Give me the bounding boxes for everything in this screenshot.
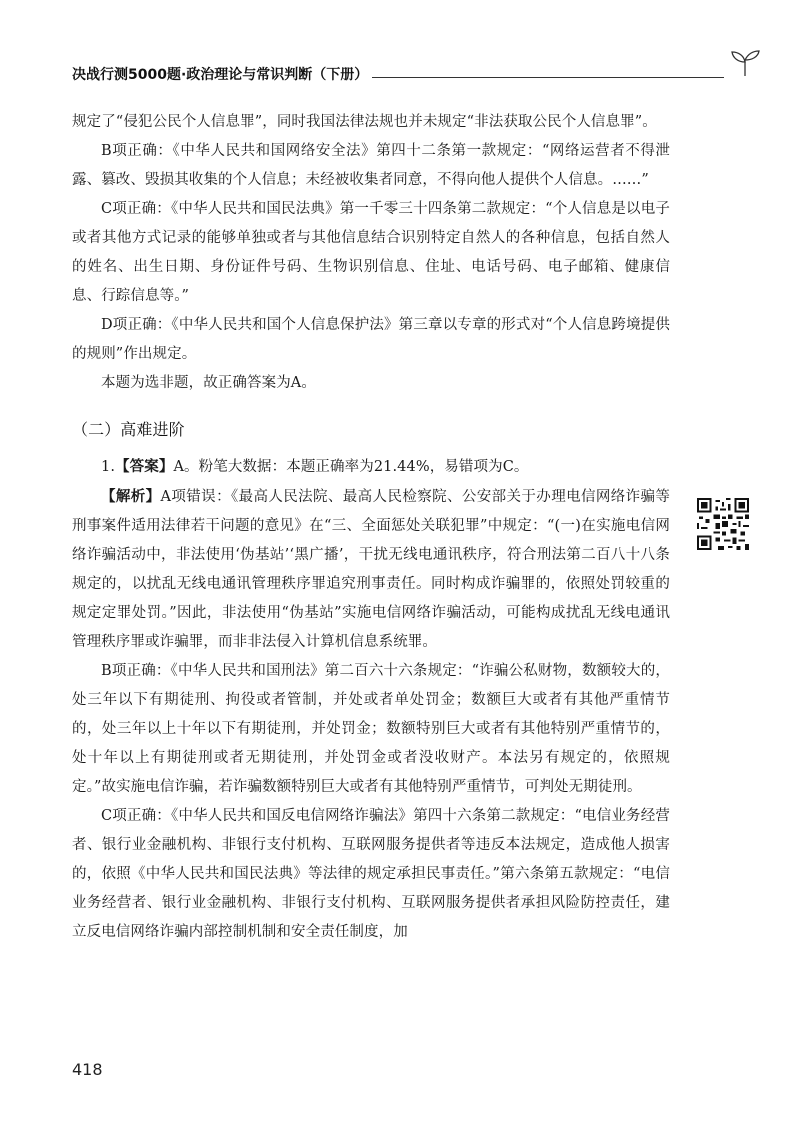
- section-heading: （二）高难进阶: [72, 420, 185, 439]
- paragraph-option-c: C项正确：《中华人民共和国民法典》第一千零三十四条第二款规定：“个人信息是以电子或者其他方式记录的能够单独或者与其他信息结合识别特定自然人的各种信息，包括自然人的姓名、出生日期、身份证件号码、生物识别信息、住址、电话号码、电子邮箱、健康信息、行踪信息等。”: [72, 201, 670, 304]
- header-title: 决战行测5000题·政治理论与常识判断（下册）: [72, 67, 369, 83]
- answer-paragraph: [72, 452, 670, 482]
- sprout-leaf-icon: [728, 48, 762, 78]
- answer-number: 1.: [101, 459, 116, 475]
- paragraph-conclusion: 本题为选非题，故正确答案为A。: [101, 375, 316, 391]
- page-body: [72, 108, 670, 947]
- analysis-paragraph: [72, 482, 670, 657]
- paragraph-analysis-c: C项正确：《中华人民共和国反电信网络诈骗法》第四十六条第二款规定：“电信业务经营者、银行业金融机构、非银行支付机构、互联网服务提供者等违反本法规定，造成他人损害的，依照《中华人民共和国民法典》等法律的规定承担民事责任。”第六条第五款规定：“电信业务经营者、银行业金融机构、非银行支付机构、互联网服务提供者承担风险防控责任，建立反电信网络诈骗内部控制机制和安全责任制度，加: [72, 808, 670, 940]
- paragraph-option-b: B项正确：《中华人民共和国网络安全法》第四十二条第一款规定：“网络运营者不得泄露、篡改、毁损其收集的个人信息；未经被收集者同意，不得向他人提供个人信息。……”: [72, 143, 670, 188]
- answer-text: A。粉笔大数据：本题正确率为21.44%，易错项为C。: [173, 459, 529, 475]
- paragraph-option-d: D项正确：《中华人民共和国个人信息保护法》第三章以专章的形式对“个人信息跨境提供的规则”作出规定。: [72, 317, 670, 362]
- header-rule: [372, 77, 724, 78]
- paragraph-analysis-b: B项正确：《中华人民共和国刑法》第二百六十六条规定：“诈骗公私财物，数额较大的，处三年以下有期徒刑、拘役或者管制，并处或者单处罚金；数额巨大或者有其他严重情节的，处三年以上十年以下有期徒刑，并处罚金；数额特别巨大或者有其他特别严重情节的，处十年以上有期徒刑或者无期徒刑，并处罚金或者没收财产。本法另有规定的，依照规定。”故实施电信诈骗，若诈骗数额特别巨大或者有其他特别严重情节，可判处无期徒刑。: [72, 663, 670, 795]
- qr-code-icon[interactable]: [697, 498, 749, 550]
- paragraph-continuation: 规定了“侵犯公民个人信息罪”，同时我国法律法规也并未规定“非法获取公民个人信息罪”。: [72, 114, 657, 130]
- running-header: [72, 60, 762, 90]
- answer-label: 【答案】: [115, 458, 174, 475]
- analysis-text: A项错误：《最高人民法院、最高人民检察院、公安部关于办理电信网络诈骗等刑事案件适用法律若干问题的意见》在“三、全面惩处关联犯罪”中规定：“(一)在实施电信网络诈骗活动中，非法使用‘伪基站’‘黑广播’，干扰无线电通讯秩序，符合刑法第二百八十八条规定的，以扰乱无线电通讯管理秩序罪追究刑事责任。同时构成诈骗罪的，依照处罚较重的规定定罪处罚。”因此，非法使用“伪基站”实施电信网络诈骗活动，可能构成扰乱无线电通讯管理秩序罪或诈骗罪，而非非法侵入计算机信息系统罪。: [72, 489, 670, 650]
- analysis-label: 【解析】: [101, 488, 161, 505]
- page-number: 418: [72, 1060, 103, 1079]
